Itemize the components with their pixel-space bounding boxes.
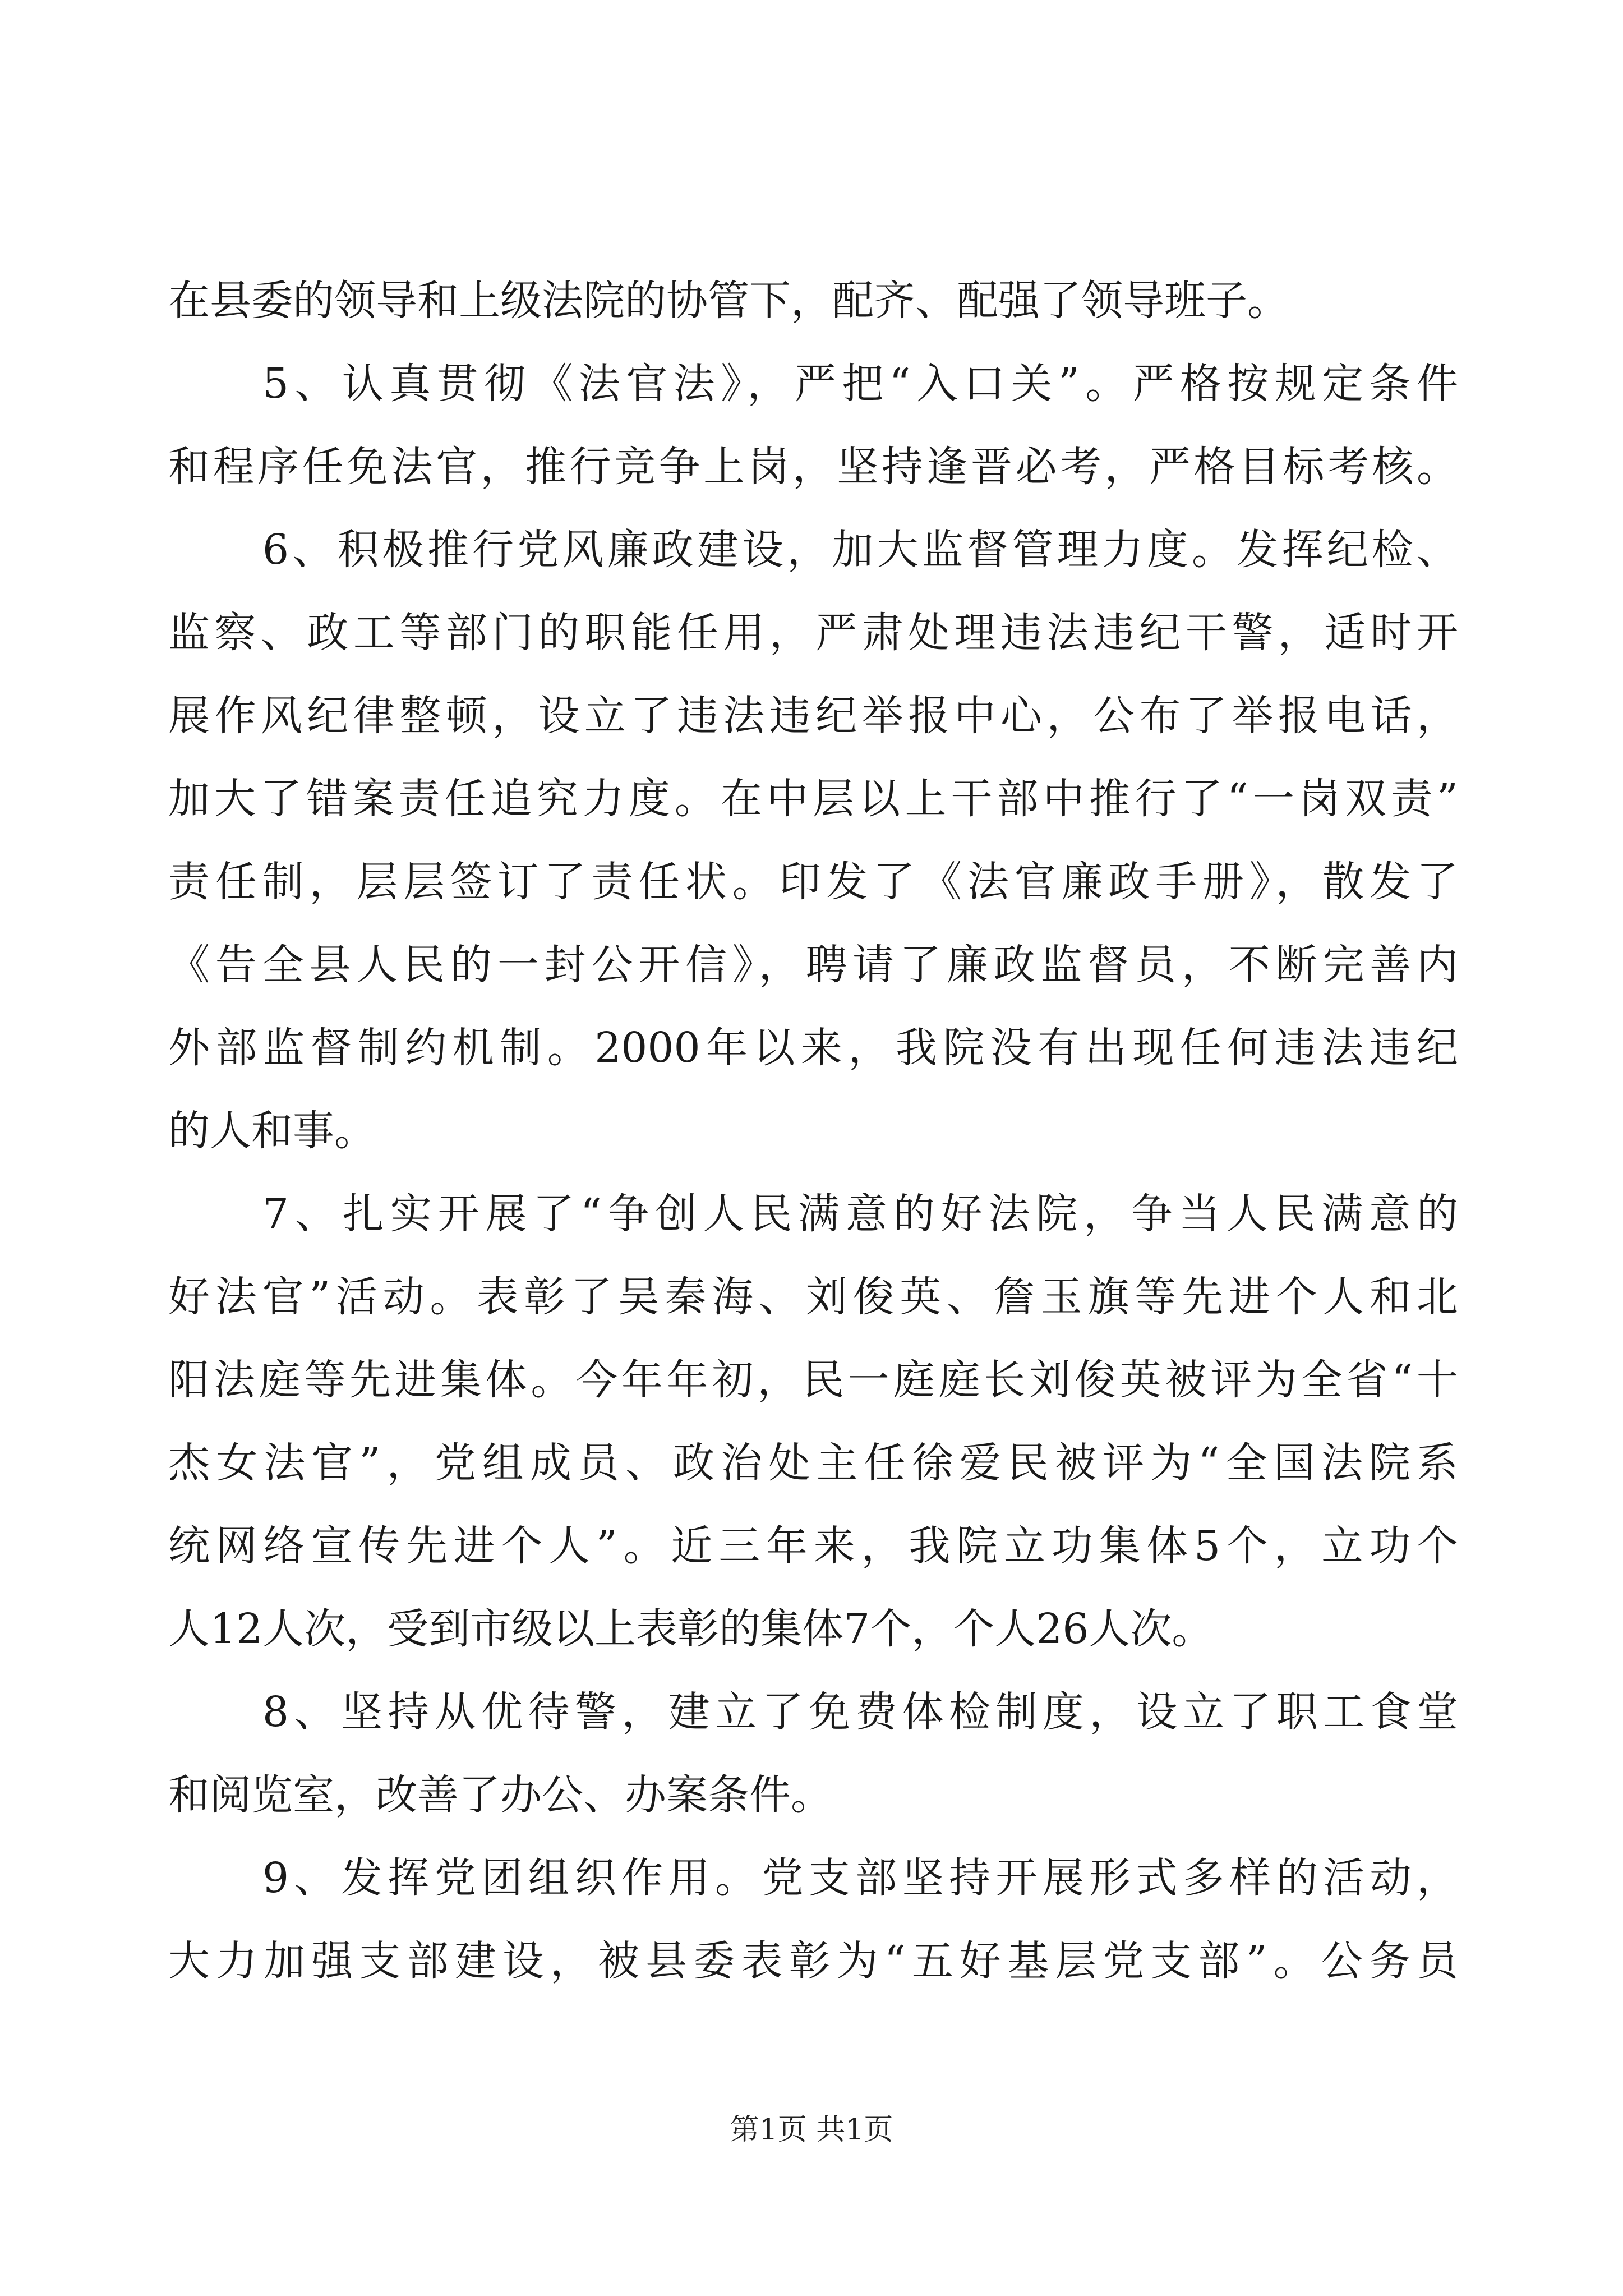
text-line-20: 9、发挥党团组织作用。党支部坚持开展形式多样的活动，: [262, 1854, 1458, 1902]
text-line-2: 5、认真贯彻《法官法》，严把“入口关”。严格按规定条件: [262, 360, 1458, 408]
text-line-9: 《告全县人民的一封公开信》，聘请了廉政监督员，不断完善内: [168, 941, 1458, 989]
text-line-6: 展作风纪律整顿，设立了违法违纪举报中心，公布了举报电话，: [168, 692, 1458, 740]
text-line-13: 好法官”活动。表彰了吴秦海、刘俊英、詹玉旗等先进个人和北: [168, 1273, 1458, 1321]
text-line-14: 阳法庭等先进集体。今年年初，民一庭庭长刘俊英被评为全省“十: [168, 1356, 1458, 1404]
text-line-15: 杰女法官”，党组成员、政治处主任徐爱民被评为“全国法院系: [168, 1439, 1458, 1487]
text-line-4: 6、积极推行党风廉政建设，加大监督管理力度。发挥纪检、: [262, 526, 1458, 574]
text-line-8: 责任制，层层签订了责任状。印发了《法官廉政手册》，散发了: [168, 858, 1458, 906]
page-footer: [0, 2110, 1623, 2150]
text-line-1: 在县委的领导和上级法院的协管下，配齐、配强了领导班子。: [168, 277, 1289, 325]
text-line-21: 大力加强支部建设，被县委表彰为“五好基层党支部”。公务员: [168, 1937, 1458, 1985]
document-body: [168, 259, 1458, 2003]
text-line-3: 和程序任免法官，推行竞争上岗，坚持逢晋必考，严格目标考核。: [168, 443, 1458, 491]
page-number-label: 第1页 共1页: [730, 2113, 893, 2147]
text-line-10: 外部监督制约机制。2000年以来，我院没有出现任何违法违纪: [168, 1024, 1458, 1072]
text-line-12: 7、扎实开展了“争创人民满意的好法院，争当人民满意的: [262, 1190, 1458, 1238]
text-line-17: 人12人次，受到市级以上表彰的集体7个，个人26人次。: [168, 1605, 1214, 1653]
text-line-19: 和阅览室，改善了办公、办案条件。: [168, 1771, 832, 1819]
text-line-11: 的人和事。: [168, 1107, 376, 1155]
text-line-18: 8、坚持从优待警，建立了免费体检制度，设立了职工食堂: [262, 1688, 1458, 1736]
text-line-7: 加大了错案责任追究力度。在中层以上干部中推行了“一岗双责”: [168, 775, 1458, 823]
text-line-5: 监察、政工等部门的职能任用，严肃处理违法违纪干警，适时开: [168, 609, 1458, 657]
text-line-16: 统网络宣传先进个人”。近三年来，我院立功集体5个，立功个: [168, 1522, 1458, 1570]
